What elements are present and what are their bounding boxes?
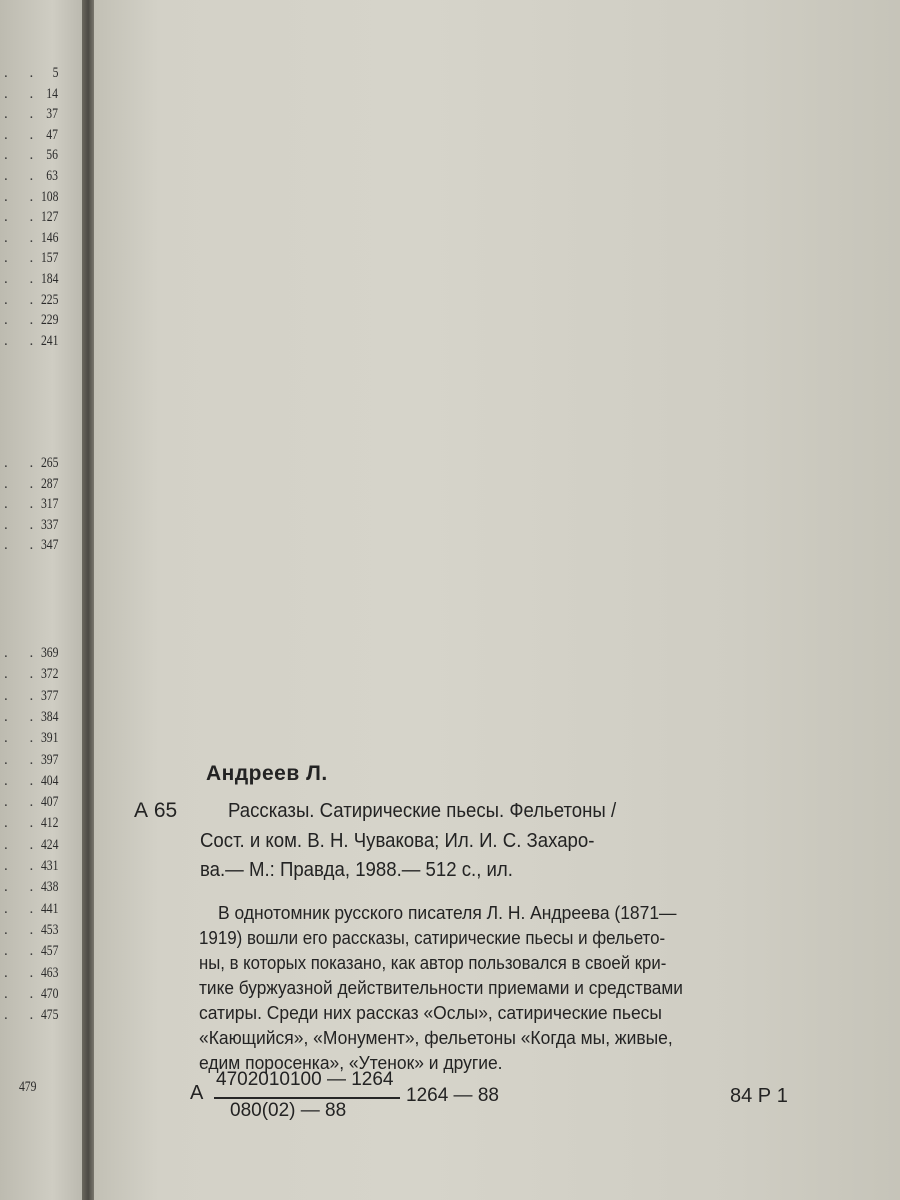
toc-page-number: 56 — [46, 147, 58, 164]
left-page — [0, 0, 88, 1200]
toc-leader-dots: . . — [4, 106, 43, 123]
toc-leader-dots: . . — [4, 964, 43, 981]
toc-leader-dots: . . — [4, 312, 43, 329]
toc-page-number: 265 — [40, 455, 58, 471]
bibliographic-line: Сост. и ком. В. Н. Чувакова; Ил. И. С. Захаро- — [200, 830, 595, 852]
toc-leader-dots: . . — [4, 687, 43, 704]
toc-page-number: 431 — [40, 858, 58, 874]
toc-leader-dots: . . — [4, 250, 43, 267]
toc-page-number: 5 — [52, 65, 58, 81]
toc-page-number: 317 — [40, 496, 58, 512]
isbn-suffix: 1264 — 88 — [406, 1085, 499, 1106]
toc-leader-dots: . . — [4, 666, 43, 683]
toc-page-number: 412 — [40, 815, 58, 832]
annotation-line: тике буржуазной действительности приемами и средствами — [199, 978, 683, 998]
shelf-mark: 84 Р 1 — [730, 1085, 788, 1107]
toc-page-number: 146 — [40, 229, 58, 246]
toc-leader-dots: . . — [4, 168, 43, 184]
toc-page-number: 404 — [40, 772, 58, 789]
toc-leader-dots: . . — [4, 229, 43, 246]
toc-leader-dots: . . — [4, 209, 43, 226]
toc-page-number: 453 — [40, 921, 58, 938]
toc-page-number: 229 — [40, 312, 58, 329]
toc-page-number: 407 — [40, 794, 58, 811]
toc-page-number: 372 — [40, 666, 58, 683]
toc-page-number: 14 — [46, 85, 58, 102]
toc-leader-dots: . . — [4, 291, 43, 308]
annotation-line: 1919) вошли его рассказы, сатирические пьесы и фельето- — [199, 928, 666, 948]
toc-page-number: 127 — [40, 209, 58, 226]
toc-page-number: 438 — [40, 879, 58, 896]
toc-leader-dots: . . — [4, 772, 43, 789]
toc-leader-dots: . . — [4, 921, 43, 938]
toc-leader-dots: . . — [4, 537, 43, 553]
toc-leader-dots: . . — [4, 455, 43, 471]
toc-page-number: 37 — [46, 106, 58, 123]
toc-leader-dots: . . — [4, 188, 43, 205]
catalog-code: А 65 — [134, 799, 178, 822]
toc-page-number: 424 — [40, 836, 58, 853]
toc-leader-dots: . . — [4, 65, 43, 81]
toc-page-number: 384 — [40, 708, 58, 725]
toc-page-number: 377 — [40, 687, 58, 704]
toc-page-number: 369 — [40, 645, 58, 661]
toc-leader-dots: . . — [4, 271, 43, 287]
toc-page-number: 470 — [40, 985, 58, 1002]
toc-leader-dots: . . — [4, 147, 43, 164]
toc-page-number: 47 — [46, 126, 58, 143]
toc-page-number: 63 — [46, 168, 58, 184]
toc-page-number: 391 — [40, 730, 58, 747]
toc-leader-dots: . . — [4, 496, 43, 512]
toc-page-number: 337 — [40, 516, 58, 533]
isbn-denominator: 080(02) — 88 — [230, 1100, 347, 1121]
isbn-numerator: 4702010100 — 1264 — [216, 1069, 394, 1090]
toc-page-number: 241 — [40, 332, 58, 349]
isbn-letter: А — [190, 1082, 204, 1104]
annotation-line: едим поросенка», «Утенок» и другие. — [199, 1053, 503, 1073]
toc-leader-dots: . . — [4, 332, 43, 349]
toc-leader-dots: . . — [4, 794, 43, 811]
isbn-fraction-rule — [214, 1097, 400, 1099]
bibliographic-line: Рассказы. Сатирические пьесы. Фельетоны / — [228, 800, 617, 822]
toc-leader-dots: . . — [4, 1007, 43, 1024]
toc-leader-dots: . . — [4, 985, 43, 1002]
annotation-line: ны, в которых показано, как автор пользовался в своей кри- — [199, 953, 667, 973]
toc-page-number: 184 — [40, 271, 58, 287]
toc-page-number: 457 — [40, 943, 58, 960]
toc-page-number: 157 — [40, 250, 58, 267]
toc-page-number: 463 — [40, 964, 58, 981]
toc-page-number: 225 — [40, 291, 58, 308]
toc-leader-dots: . . — [4, 879, 43, 896]
toc-page-number: 347 — [40, 537, 58, 553]
toc-page-number: 287 — [40, 475, 58, 492]
toc-page-number: 475 — [40, 1007, 58, 1024]
toc-leader-dots: . . — [4, 85, 43, 102]
annotation-line: «Кающийся», «Монумент», фельетоны «Когда мы, живые, — [199, 1028, 673, 1048]
bibliographic-line: ва.— М.: Правда, 1988.— 512 с., ил. — [200, 859, 513, 881]
toc-leader-dots: . . — [4, 126, 43, 143]
toc-page-number: 441 — [40, 900, 58, 917]
toc-page-number: 397 — [40, 751, 58, 768]
toc-leader-dots: . . — [4, 708, 43, 725]
toc-leader-dots: . . — [4, 475, 43, 492]
toc-leader-dots: . . — [4, 858, 43, 874]
toc-leader-dots: . . — [4, 730, 43, 747]
toc-page-number: 108 — [40, 188, 58, 205]
annotation-line: сатиры. Среди них рассказ «Ослы», сатирические пьесы — [199, 1003, 662, 1023]
toc-leader-dots: . . — [4, 900, 43, 917]
toc-leader-dots: . . — [4, 815, 43, 832]
toc-leader-dots: . . — [4, 836, 43, 853]
toc-leader-dots: . . — [4, 943, 43, 960]
toc-leader-dots: . . — [4, 751, 43, 768]
toc-leader-dots: . . — [4, 645, 43, 661]
toc-leader-dots: . . — [4, 516, 43, 533]
annotation-line: В однотомник русского писателя Л. Н. Андреева (1871— — [218, 903, 677, 923]
author-heading: Андреев Л. — [206, 762, 328, 785]
left-page-number: 479 — [18, 1079, 36, 1095]
